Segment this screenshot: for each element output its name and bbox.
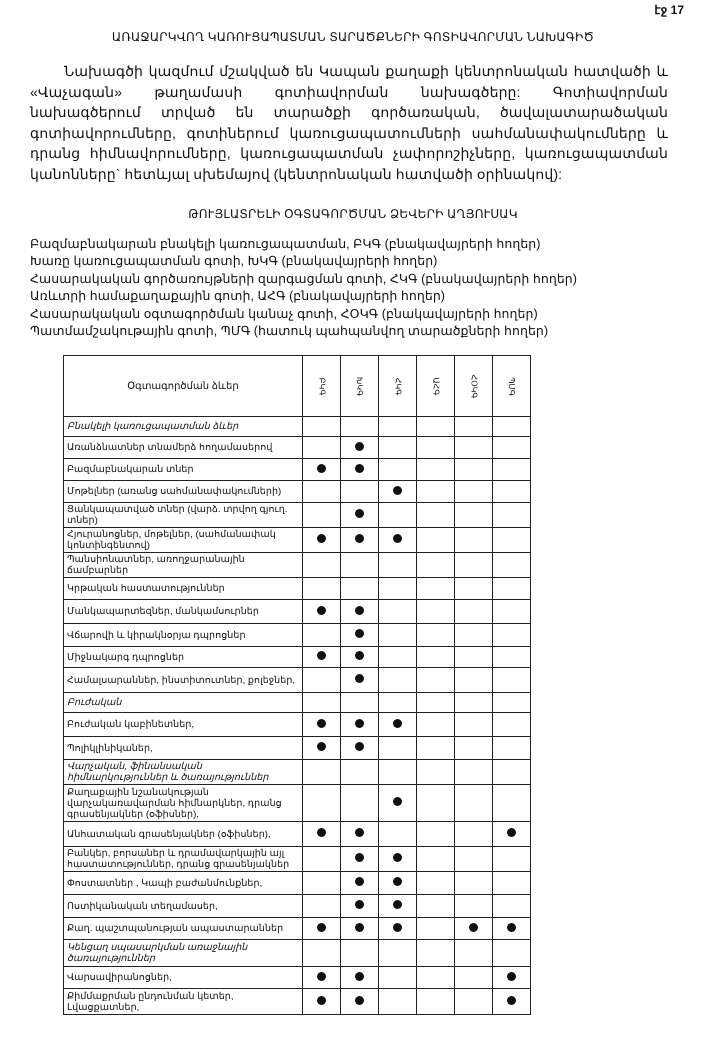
zone-cell — [417, 872, 455, 895]
zone-cell — [455, 940, 493, 967]
zone-item: Բազմաբնակարան բնակելի կառուցապատման, ԲԿԳ (բնակավայրերի հողեր) — [30, 237, 541, 251]
zone-column-header: ՀՕԿԳ — [455, 356, 493, 417]
permitted-dot-icon — [317, 464, 326, 473]
zone-cell — [379, 713, 417, 737]
permitted-dot-icon — [393, 877, 402, 886]
zone-cell — [493, 822, 531, 847]
zone-cell — [379, 872, 417, 895]
document-title: ԱՌԱՋԱՐԿՎՈՂ ԿԱՌՈՒՑԱՊԱՏՄԱՆ ՏԱՐԱԾՔՆԵՐԻ ԳՈՏԻԱՎՈՐՄԱՆ ՆԱԽԱԳԻԾ — [111, 30, 595, 44]
zone-cell — [417, 847, 455, 872]
zone-cell — [455, 528, 493, 553]
zone-cell — [417, 503, 455, 528]
zone-cell — [417, 600, 455, 624]
zone-cell — [455, 737, 493, 760]
zone-cell — [379, 918, 417, 940]
permitted-dot-icon — [507, 996, 516, 1005]
zone-cell — [341, 481, 379, 503]
zone-cell — [341, 624, 379, 647]
zone-cell — [493, 737, 531, 760]
zone-cell — [379, 528, 417, 553]
use-label: Փոստատներ , Կապի բաժանմունքներ, — [64, 872, 303, 895]
zone-cell — [379, 967, 417, 989]
zone-column-header: ԲԿԳ — [303, 356, 341, 417]
table-row — [64, 847, 531, 872]
zone-cell — [455, 437, 493, 459]
zone-item: Խառը կառուցապատման գոտի, ԽԿԳ (բնակավայրերի հողեր) — [30, 254, 438, 269]
zone-cell — [303, 895, 341, 918]
permitted-dot-icon — [355, 442, 364, 451]
permitted-dot-icon — [355, 877, 364, 886]
zone-cell — [341, 737, 379, 760]
zone-cell — [379, 785, 417, 822]
zone-cell — [303, 693, 341, 713]
permitted-dot-icon — [393, 534, 402, 543]
use-label: Բուժական կաբինետներ, — [64, 713, 303, 737]
zone-item: Հասարակական գործառույթների զարգացման գոտի, ՀԿԳ (բնակավայրերի հողեր) — [30, 271, 577, 286]
use-label: Անհատական գրասենյակներ (օֆիսներ), — [64, 822, 303, 847]
zone-cell — [303, 459, 341, 481]
zone-cell — [303, 989, 341, 1015]
table-row — [64, 459, 531, 481]
zone-cell — [455, 847, 493, 872]
zone-cell — [417, 417, 455, 437]
table-header-row — [64, 356, 531, 417]
use-label: Քաղ. պաշտպանության ապաստարաններ — [64, 918, 303, 940]
zone-item: Պատմամշակութային գոտի, ՊՄԳ (հատուկ պահպանվող տարածքների հողեր) — [30, 324, 549, 339]
zone-cell — [493, 847, 531, 872]
permitted-dot-icon — [355, 972, 364, 981]
permitted-dot-icon — [317, 972, 326, 981]
table-row — [64, 737, 531, 760]
zone-cell — [455, 785, 493, 822]
permitted-dot-icon — [317, 606, 326, 615]
use-label: Ցանկապատված տներ (վարձ. տրվող գյուղ. տներ) — [64, 503, 303, 528]
zone-cell — [417, 481, 455, 503]
zone-cell — [379, 437, 417, 459]
zone-cell — [341, 437, 379, 459]
zone-cell — [417, 760, 455, 785]
zone-cell — [455, 989, 493, 1015]
zone-item: Հասարակական օգտագործման կանաչ գոտի, ՀՕԿԳ (բնակավայրերի հողեր) — [30, 306, 538, 321]
permitted-dot-icon — [317, 923, 326, 932]
zone-cell — [417, 713, 455, 737]
table-row — [64, 578, 531, 600]
permitted-dot-icon — [355, 900, 364, 909]
zone-cell — [455, 624, 493, 647]
use-label: Կրթական հաստատություններ — [64, 578, 303, 600]
zone-cell — [341, 693, 379, 713]
table-row — [64, 989, 531, 1015]
table-row — [64, 895, 531, 918]
table-row — [64, 785, 531, 822]
zone-cell — [493, 872, 531, 895]
use-label: Բազմաբնակարան տներ — [64, 459, 303, 481]
zone-cell — [417, 989, 455, 1015]
zone-cell — [493, 967, 531, 989]
permitted-dot-icon — [355, 828, 364, 837]
zone-cell — [417, 647, 455, 668]
zone-column-header: ԱՀԳ — [417, 356, 455, 417]
table-row — [64, 503, 531, 528]
permitted-dot-icon — [317, 651, 326, 660]
use-label: Վարսավիրանոցներ, — [64, 967, 303, 989]
zone-cell — [379, 822, 417, 847]
use-label: Պոլիկլինիկաներ, — [64, 737, 303, 760]
zone-cell — [379, 693, 417, 713]
zone-cell — [379, 417, 417, 437]
zone-cell — [341, 647, 379, 668]
zone-cell — [379, 940, 417, 967]
zone-cell — [303, 872, 341, 895]
table-section-row — [64, 693, 531, 713]
zone-cell — [341, 600, 379, 624]
use-label: Մանկապարտեզներ, մանկամսուրներ — [64, 600, 303, 624]
zone-cell — [303, 528, 341, 553]
zone-cell — [493, 918, 531, 940]
zone-cell — [455, 760, 493, 785]
zone-cell — [303, 940, 341, 967]
zone-cell — [417, 822, 455, 847]
table-row — [64, 600, 531, 624]
zone-cell — [493, 481, 531, 503]
zone-cell — [303, 417, 341, 437]
zone-cell — [493, 459, 531, 481]
zone-cell — [341, 503, 379, 528]
zone-cell — [341, 417, 379, 437]
zone-cell — [303, 553, 341, 578]
permitted-dot-icon — [355, 464, 364, 473]
table-row — [64, 713, 531, 737]
zone-cell — [379, 895, 417, 918]
zone-cell — [303, 967, 341, 989]
table-row — [64, 668, 531, 693]
table-row — [64, 437, 531, 459]
zone-column-header: ՀԿԳ — [379, 356, 417, 417]
zone-cell — [341, 822, 379, 847]
zone-cell — [493, 693, 531, 713]
zone-cell — [455, 600, 493, 624]
zone-cell — [303, 600, 341, 624]
zone-cell — [493, 668, 531, 693]
zone-cell — [493, 578, 531, 600]
zone-cell — [417, 578, 455, 600]
zone-cell — [417, 459, 455, 481]
table-row — [64, 822, 531, 847]
use-label: Կենցաղ սպասարկման առաջնային ծառայություններ — [64, 940, 303, 967]
permitted-dot-icon — [507, 972, 516, 981]
use-label: Քիմմաքրման ընդունման կետեր, Լվացքատներ, — [64, 989, 303, 1015]
table-row — [64, 967, 531, 989]
table-row — [64, 528, 531, 553]
permitted-dot-icon — [355, 674, 364, 683]
intro-paragraph: Նախագծի կազմում մշակված են Կապան քաղաքի կենտրոնական հատվածի և «Վաչագան» թաղամասի գոտիավորման նախագծերը: Գոտիավորման նախագծերում տրված են տարածքի գործառական, ծավալատարածական գոտիավորումները, գոտիներում կառուցապատումների սահմանափակումները և դրանց հիմնավորումները, կառուցապատման չափորոշիչները, կառուցապատման կանոնները` հետևյալ սխեմայով (կենտրոնական հատվածի օրինակով): — [30, 64, 668, 183]
zone-cell — [341, 918, 379, 940]
permitted-dot-icon — [355, 606, 364, 615]
zone-cell — [341, 967, 379, 989]
permitted-dot-icon — [317, 996, 326, 1005]
zone-cell — [303, 713, 341, 737]
zone-cell — [303, 785, 341, 822]
zone-cell — [303, 822, 341, 847]
zone-cell — [303, 481, 341, 503]
zone-cell — [493, 437, 531, 459]
zone-cell — [417, 624, 455, 647]
zone-cell — [303, 503, 341, 528]
zone-column-header: ԽԿԳ — [341, 356, 379, 417]
zone-cell — [455, 503, 493, 528]
zone-cell — [303, 918, 341, 940]
uses-column-header: Օգտագործման ձևեր — [64, 356, 303, 417]
zone-cell — [417, 895, 455, 918]
zone-cell — [493, 713, 531, 737]
table-row — [64, 624, 531, 647]
permitted-dot-icon — [355, 629, 364, 638]
zone-cell — [379, 624, 417, 647]
use-label: Վարչական, ֆինանսական հիմնարկություններ և ծառայություններ — [64, 760, 303, 785]
zone-cell — [303, 737, 341, 760]
table-section-row — [64, 760, 531, 785]
zone-cell — [493, 785, 531, 822]
zone-list — [30, 236, 577, 340]
permitted-dot-icon — [393, 486, 402, 495]
permitted-dot-icon — [355, 651, 364, 660]
use-label: Բանկեր, բորսաներ և դրամավարկային այլ հաստատություններ, դրանց գրասենյակներ — [64, 847, 303, 872]
permitted-dot-icon — [355, 742, 364, 751]
table-row — [64, 872, 531, 895]
zone-cell — [455, 459, 493, 481]
zone-cell — [379, 503, 417, 528]
table-section-row — [64, 940, 531, 967]
permitted-uses-table — [63, 355, 531, 1015]
zone-cell — [455, 967, 493, 989]
zone-item: Առևտրի համաքաղաքային գոտի, ԱՀԳ (բնակավայրերի հողեր) — [30, 289, 445, 304]
zone-cell — [493, 895, 531, 918]
zone-cell — [493, 940, 531, 967]
zone-cell — [417, 437, 455, 459]
zone-cell — [455, 578, 493, 600]
zone-cell — [379, 989, 417, 1015]
permitted-dot-icon — [393, 923, 402, 932]
zone-cell — [341, 668, 379, 693]
zone-cell — [455, 918, 493, 940]
zone-cell — [417, 785, 455, 822]
use-label: Վճարովի և կիրակնօրյա դպրոցներ — [64, 624, 303, 647]
zone-cell — [379, 847, 417, 872]
zone-cell — [455, 872, 493, 895]
zone-cell — [379, 668, 417, 693]
zone-cell — [455, 895, 493, 918]
zone-cell — [455, 713, 493, 737]
permitted-dot-icon — [393, 719, 402, 728]
use-label: Մոթելներ (առանց սահմանափակումների) — [64, 481, 303, 503]
zone-cell — [303, 668, 341, 693]
permitted-dot-icon — [355, 534, 364, 543]
zone-cell — [417, 967, 455, 989]
permitted-dot-icon — [507, 828, 516, 837]
zone-cell — [493, 989, 531, 1015]
zone-cell — [493, 528, 531, 553]
zone-cell — [455, 693, 493, 713]
zone-cell — [493, 503, 531, 528]
use-label: Համալսարաններ, ինստիտուտներ, քոլեջներ, — [64, 668, 303, 693]
zone-cell — [455, 481, 493, 503]
zone-cell — [341, 713, 379, 737]
page-number: էջ 17 — [654, 3, 684, 17]
permitted-dot-icon — [393, 797, 402, 806]
zone-cell — [379, 600, 417, 624]
table-row — [64, 918, 531, 940]
table-title: ԹՈՒՅԼԱՏՐԵԼԻ ՕԳՏԱԳՈՐԾՄԱՆ ՁԵՎԵՐԻ ԱՂՅՈՒՍԱԿ — [188, 207, 518, 221]
zone-cell — [417, 528, 455, 553]
zone-cell — [341, 553, 379, 578]
zone-cell — [303, 760, 341, 785]
permitted-dot-icon — [355, 853, 364, 862]
use-label: Բուժական — [64, 693, 303, 713]
use-label: Քաղաքային նշանակության վարչակառավարման հիմնարկներ, դրանց գրասենյակներ (օֆիսներ), — [64, 785, 303, 822]
use-label: Միջնակարգ դպրոցներ — [64, 647, 303, 668]
zone-cell — [455, 417, 493, 437]
permitted-dot-icon — [393, 900, 402, 909]
zone-cell — [341, 847, 379, 872]
permitted-dot-icon — [317, 828, 326, 837]
zone-cell — [303, 847, 341, 872]
zone-cell — [455, 647, 493, 668]
table-row — [64, 481, 531, 503]
zone-column-header: ՊՄԳ — [493, 356, 531, 417]
zone-cell — [379, 647, 417, 668]
use-label: Առանձնատներ տնամերձ հողամասերով — [64, 437, 303, 459]
zone-cell — [379, 760, 417, 785]
use-label: Պանսիոնատներ, առողջարանային ճամբարներ — [64, 553, 303, 578]
zone-cell — [341, 578, 379, 600]
zone-cell — [341, 989, 379, 1015]
permitted-dot-icon — [355, 509, 364, 518]
zone-cell — [303, 624, 341, 647]
zone-cell — [379, 578, 417, 600]
zone-cell — [493, 417, 531, 437]
use-label: Ոստիկանական տեղամասեր, — [64, 895, 303, 918]
table-row — [64, 647, 531, 668]
zone-cell — [341, 895, 379, 918]
zone-cell — [379, 481, 417, 503]
use-label: Բնակելի կառուցապատման ձևեր — [64, 417, 303, 437]
zone-cell — [493, 624, 531, 647]
zone-cell — [303, 647, 341, 668]
zone-cell — [303, 578, 341, 600]
zone-cell — [455, 668, 493, 693]
zone-cell — [417, 940, 455, 967]
zone-cell — [379, 553, 417, 578]
zone-cell — [303, 437, 341, 459]
permitted-dot-icon — [355, 719, 364, 728]
permitted-dot-icon — [355, 923, 364, 932]
table-section-row — [64, 417, 531, 437]
permitted-dot-icon — [355, 996, 364, 1005]
permitted-dot-icon — [317, 534, 326, 543]
zone-cell — [417, 553, 455, 578]
permitted-dot-icon — [317, 742, 326, 751]
zone-cell — [417, 737, 455, 760]
permitted-dot-icon — [469, 923, 478, 932]
zone-cell — [379, 459, 417, 481]
zone-cell — [455, 553, 493, 578]
zone-cell — [493, 553, 531, 578]
use-label: Հյուրանոցներ, մոթելներ, (սահմանափակ կոնտինգենտով) — [64, 528, 303, 553]
zone-cell — [341, 785, 379, 822]
zone-cell — [417, 668, 455, 693]
zone-cell — [341, 528, 379, 553]
permitted-dot-icon — [507, 923, 516, 932]
zone-cell — [455, 822, 493, 847]
zone-cell — [341, 872, 379, 895]
permitted-dot-icon — [393, 853, 402, 862]
zone-cell — [417, 918, 455, 940]
zone-cell — [341, 459, 379, 481]
zone-cell — [379, 737, 417, 760]
permitted-dot-icon — [317, 719, 326, 728]
zone-cell — [341, 940, 379, 967]
table-row — [64, 553, 531, 578]
zone-cell — [341, 760, 379, 785]
zone-cell — [493, 760, 531, 785]
zone-cell — [493, 647, 531, 668]
zone-cell — [417, 693, 455, 713]
zone-cell — [493, 600, 531, 624]
